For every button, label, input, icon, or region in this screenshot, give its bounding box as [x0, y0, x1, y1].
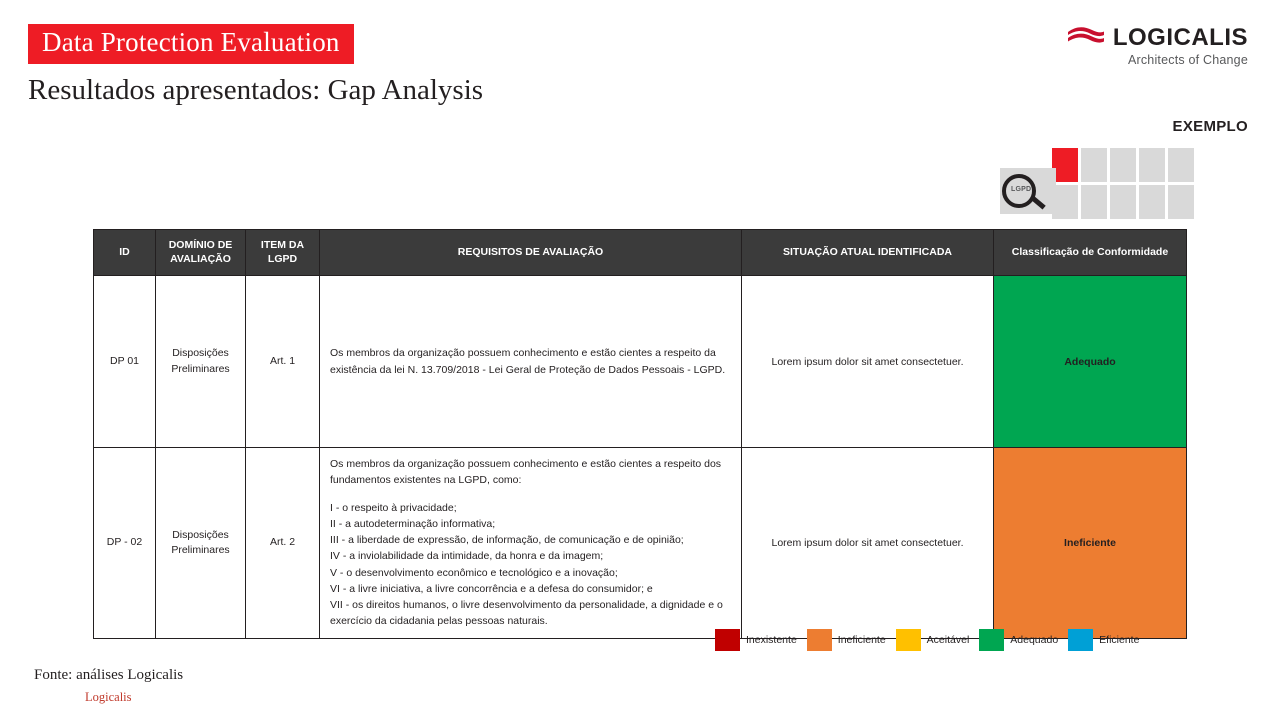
requisito-list-item: IV - a inviolabilidade da intimidade, da honra e da imagem;	[330, 550, 604, 563]
cell-classificacao: Adequado	[994, 276, 1187, 448]
column-header-id: ID	[94, 230, 156, 276]
decorative-grid-graphic	[1000, 148, 1190, 222]
slide-title: Data Protection Evaluation	[42, 27, 340, 57]
magnifier-icon	[1000, 168, 1056, 214]
requisito-list-item: III - a liberdade de expressão, de informação, de comunicação e de opinião;	[330, 534, 684, 547]
logicalis-wordmark: LOGICALIS	[1112, 24, 1248, 51]
cell-dominio: Disposições Preliminares	[156, 276, 246, 448]
legend-swatch	[807, 629, 832, 651]
gap-analysis-table	[93, 229, 1187, 639]
legend-label: Aceitável	[926, 634, 970, 646]
cell-id: DP - 02	[94, 448, 156, 639]
example-badge: EXEMPLO	[1172, 118, 1248, 135]
legend-label: Ineficiente	[837, 634, 886, 646]
table-row	[94, 448, 1187, 639]
logicalis-tagline: Architects of Change	[1127, 53, 1248, 67]
slide-title-band	[28, 24, 354, 64]
legend-swatch	[979, 629, 1004, 651]
gap-analysis-table-container	[93, 229, 1186, 639]
column-header-situacao: SITUAÇÃO ATUAL IDENTIFICADA	[742, 230, 994, 276]
cell-classificacao: Ineficiente	[994, 448, 1187, 639]
cell-id: DP 01	[94, 276, 156, 448]
logicalis-logo	[1066, 24, 1248, 67]
requisito-list-item: VI - a livre iniciativa, a livre concorrência e a defesa do consumidor; e	[330, 582, 653, 595]
deco-tile	[1139, 185, 1165, 219]
column-header-dominio: DOMÍNIO DE AVALIAÇÃO	[156, 230, 246, 276]
cell-requisito	[320, 448, 742, 639]
requisito-spacer	[330, 489, 731, 500]
legend-label: Eficiente	[1099, 634, 1140, 646]
requisito-intro: Os membros da organização possuem conhecimento e estão cientes a respeito da existência da lei N. 13.709/2018 - Lei Geral de Proteção de Dados Pessoais - LGPD.	[330, 347, 726, 376]
cell-item: Art. 2	[246, 448, 320, 639]
legend-swatch	[1068, 629, 1093, 651]
column-header-requisitos: REQUISITOS DE AVALIAÇÃO	[320, 230, 742, 276]
requisito-intro: Os membros da organização possuem conhecimento e estão cientes a respeito dos fundamentos existentes na LGPD, como:	[330, 458, 722, 487]
legend-label: Inexistente	[746, 634, 797, 646]
deco-tile	[1139, 148, 1165, 182]
source-note: Fonte: análises Logicalis	[34, 667, 184, 683]
deco-tile	[1081, 148, 1107, 182]
deco-tile	[1081, 185, 1107, 219]
cell-item: Art. 1	[246, 276, 320, 448]
logicalis-wave-icon	[1066, 25, 1106, 52]
requisito-list-item: I - o respeito à privacidade;	[330, 501, 457, 514]
magnifier-handle	[1030, 195, 1045, 209]
cell-dominio: Disposições Preliminares	[156, 448, 246, 639]
deco-tile	[1110, 185, 1136, 219]
cell-situacao: Lorem ipsum dolor sit amet consectetuer.	[742, 276, 994, 448]
footer-logo-text: Logicalis	[85, 690, 132, 704]
table-header-row	[94, 230, 1187, 276]
deco-tile	[1168, 148, 1194, 182]
requisito-list	[330, 500, 731, 630]
column-header-classificacao: Classificação de Conformidade	[994, 230, 1187, 276]
legend-swatch	[715, 629, 740, 651]
deco-tile	[1110, 148, 1136, 182]
requisito-list-item: II - a autodeterminação informativa;	[330, 517, 496, 530]
requisito-list-item: VII - os direitos humanos, o livre desenvolvimento da personalidade, a dignidade e o exercício da cidadania pelas pessoas naturais.	[330, 599, 723, 628]
requisito-list-item: V - o desenvolvimento econômico e tecnológico e a inovação;	[330, 566, 618, 579]
legend-swatch	[896, 629, 921, 651]
conformity-legend	[715, 629, 1149, 651]
legend-label: Adequado	[1010, 634, 1059, 646]
cell-requisito	[320, 276, 742, 448]
deco-tile-grid	[1052, 148, 1194, 219]
deco-tile	[1168, 185, 1194, 219]
column-header-item: ITEM DA LGPD	[246, 230, 320, 276]
cell-situacao: Lorem ipsum dolor sit amet consectetuer.	[742, 448, 994, 639]
table-row	[94, 276, 1187, 448]
lgpd-label: LGPD	[1011, 186, 1032, 193]
slide-subtitle: Resultados apresentados: Gap Analysis	[28, 74, 484, 106]
